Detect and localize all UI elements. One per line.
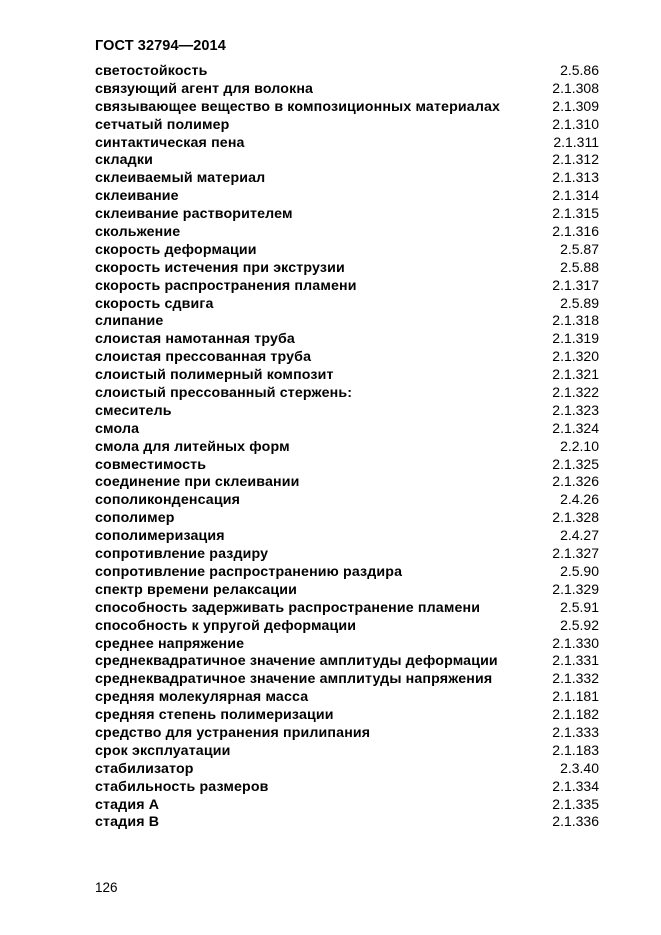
index-entry: [95, 116, 599, 134]
document-header: ГОСТ 32794—2014: [95, 38, 226, 54]
index-ref: 2.1.335: [552, 795, 599, 812]
index-entry: [95, 724, 599, 742]
index-ref: 2.5.86: [560, 62, 599, 78]
index-entry: [95, 420, 599, 438]
index-ref: 2.1.328: [552, 509, 599, 526]
index-entry: [95, 348, 599, 366]
index-ref: 2.1.308: [552, 79, 599, 96]
index-entry: [95, 366, 599, 384]
index-ref: 2.5.88: [560, 258, 599, 275]
index-term: средняя молекулярная масса: [95, 689, 309, 706]
index-ref: 2.1.321: [552, 366, 599, 383]
index-entry: [95, 241, 599, 259]
index-ref: 2.1.331: [552, 652, 599, 669]
index-term: слоистая намотанная труба: [95, 331, 295, 348]
index-entry: [95, 402, 599, 420]
index-ref: 2.1.183: [552, 741, 599, 758]
index-ref: 2.1.325: [552, 455, 599, 472]
index-entry: [95, 330, 599, 348]
index-ref: 2.5.90: [560, 562, 599, 579]
index-ref: 2.1.309: [552, 97, 599, 114]
index-ref: 2.1.310: [552, 115, 599, 132]
index-ref: 2.2.10: [560, 437, 599, 454]
index-entry: [95, 742, 599, 760]
index-term: стадия А: [95, 796, 160, 813]
index-entry: [95, 670, 599, 688]
index-entry: [95, 384, 599, 402]
index-term: стабилизатор: [95, 760, 194, 777]
index-term: смеситель: [95, 402, 172, 419]
index-entry: [95, 491, 599, 509]
index-entry: [95, 205, 599, 223]
index-term: скорость истечения при экструзии: [95, 259, 345, 276]
index-ref: 2.4.26: [560, 491, 599, 508]
index-term: способность задерживать распространение пламени: [95, 599, 481, 616]
index-ref: 2.1.317: [552, 276, 599, 293]
index-entry: [95, 617, 599, 635]
index-term: синтактическая пена: [95, 134, 245, 151]
index-term: смола: [95, 420, 140, 437]
index-ref: 2.1.312: [552, 151, 599, 168]
index-ref: 2.5.87: [560, 240, 599, 257]
index-term: соединение при склеивании: [95, 474, 300, 491]
index-term: средство для устранения прилипания: [95, 724, 371, 741]
index-ref: 2.1.320: [552, 348, 599, 365]
index-term: склеиваемый материал: [95, 170, 266, 187]
index-ref: 2.1.323: [552, 401, 599, 418]
index-term: светостойкость: [95, 63, 208, 79]
index-term: сопротивление распространению раздира: [95, 563, 403, 580]
index-ref: 2.1.319: [552, 330, 599, 347]
index-entry: [95, 599, 599, 617]
index-entry: [95, 545, 599, 563]
index-ref: 2.1.334: [552, 777, 599, 794]
index-ref: 2.1.330: [552, 634, 599, 651]
index-ref: 2.4.27: [560, 527, 599, 544]
index-entry: [95, 259, 599, 277]
index-term: спектр времени релаксации: [95, 581, 297, 598]
page-number: 126: [95, 880, 118, 895]
index-entry: [95, 151, 599, 169]
index-entry: [95, 312, 599, 330]
index-entry: [95, 295, 599, 313]
index-ref: 2.1.318: [552, 312, 599, 329]
index-term: срок эксплуатации: [95, 742, 231, 759]
index-entry: [95, 813, 599, 831]
index-ref: 2.5.91: [560, 598, 599, 615]
index-ref: 2.1.333: [552, 723, 599, 740]
index-term: слоистый прессованный стержень:: [95, 385, 353, 402]
index-term: совместимость: [95, 456, 207, 473]
index-ref: 2.1.336: [552, 813, 599, 830]
index-ref: 2.1.311: [553, 133, 599, 150]
index-ref: 2.1.326: [552, 473, 599, 490]
index-term: слоистая прессованная труба: [95, 349, 312, 366]
index-term: скольжение: [95, 224, 181, 241]
index-ref: 2.1.322: [552, 384, 599, 401]
index-ref: 2.1.324: [552, 419, 599, 436]
index-ref: 2.1.181: [552, 688, 599, 705]
index-term: слоистый полимерный композит: [95, 367, 334, 384]
index-entry: [95, 438, 599, 456]
index-term: склеивание растворителем: [95, 206, 293, 223]
index-term: скорость сдвига: [95, 295, 214, 312]
index-entry: [95, 652, 599, 670]
index-ref: 2.5.92: [560, 616, 599, 633]
index-ref: 2.5.89: [560, 294, 599, 311]
index-entry: [95, 473, 599, 491]
index-entry: [95, 277, 599, 295]
index-ref: 2.1.327: [552, 545, 599, 562]
index-entry: [95, 62, 599, 80]
index-entry: [95, 635, 599, 653]
index-term: связующий агент для волокна: [95, 80, 314, 97]
index-entry: [95, 134, 599, 152]
term-index-list: [95, 62, 599, 831]
index-term: среднеквадратичное значение амплитуды напряжения: [95, 671, 493, 688]
index-ref: 2.1.314: [552, 187, 599, 204]
index-term: сетчатый полимер: [95, 116, 230, 133]
index-term: средняя степень полимеризации: [95, 707, 334, 724]
index-entry: [95, 223, 599, 241]
index-term: способность к упругой деформации: [95, 617, 357, 634]
index-entry: [95, 760, 599, 778]
index-term: склеивание: [95, 188, 179, 205]
index-entry: [95, 563, 599, 581]
index-entry: [95, 509, 599, 527]
index-term: сопротивление раздиру: [95, 546, 269, 563]
index-entry: [95, 778, 599, 796]
index-term: сополиконденсация: [95, 492, 241, 509]
index-term: скорость распространения пламени: [95, 277, 357, 294]
index-ref: 2.1.316: [552, 223, 599, 240]
index-term: связывающее вещество в композиционных материалах: [95, 98, 501, 115]
index-entry: [95, 527, 599, 545]
index-term: складки: [95, 152, 153, 169]
index-entry: [95, 456, 599, 474]
index-entry: [95, 98, 599, 116]
index-ref: 2.1.313: [552, 169, 599, 186]
index-ref: 2.1.332: [552, 670, 599, 687]
index-ref: 2.1.315: [552, 205, 599, 222]
index-entry: [95, 796, 599, 814]
index-entry: [95, 581, 599, 599]
index-term: слипание: [95, 313, 164, 330]
index-term: сополимер: [95, 510, 175, 527]
index-term: стабильность размеров: [95, 778, 269, 795]
index-ref: 2.1.182: [552, 706, 599, 723]
index-entry: [95, 688, 599, 706]
index-ref: 2.1.329: [552, 580, 599, 597]
index-entry: [95, 187, 599, 205]
index-term: сополимеризация: [95, 528, 225, 545]
index-term: стадия В: [95, 814, 160, 831]
index-entry: [95, 80, 599, 98]
index-ref: 2.3.40: [560, 759, 599, 776]
index-entry: [95, 706, 599, 724]
index-term: скорость деформации: [95, 241, 257, 258]
index-term: смола для литейных форм: [95, 438, 290, 455]
index-entry: [95, 169, 599, 187]
index-term: среднеквадратичное значение амплитуды деформации: [95, 653, 498, 670]
index-term: среднее напряжение: [95, 635, 245, 652]
